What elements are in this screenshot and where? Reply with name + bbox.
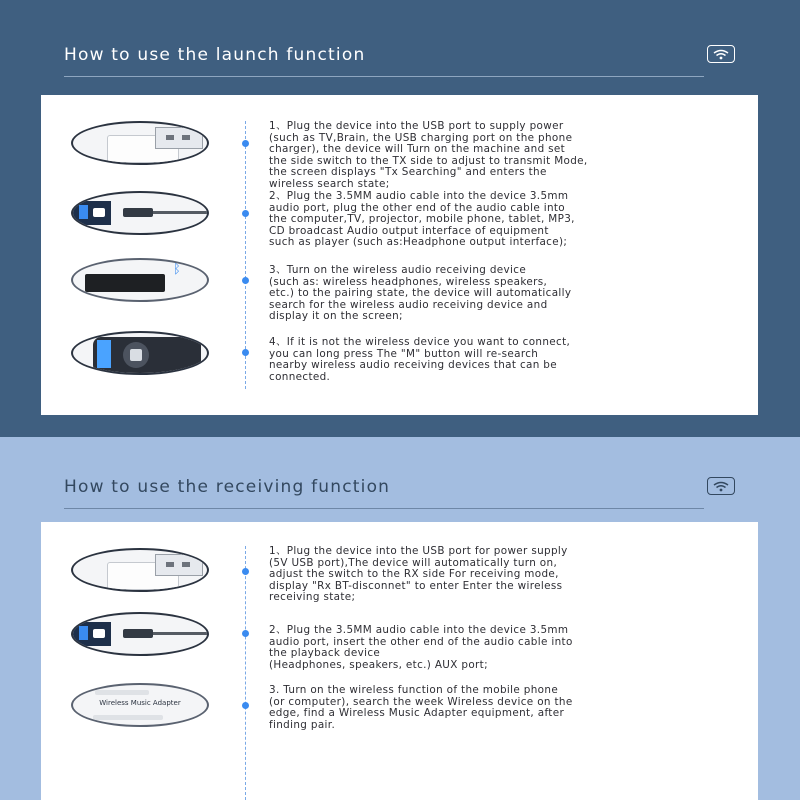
receiving-title: How to use the receiving function [64, 477, 391, 497]
launch-step-2: 2、Plug the 3.5MM audio cable into the device 3.5mm audio port, plug the other end of the audio cable into the computer,TV, projector, mobile phone, tablet, MP3, CD broadcast Audio output interface of equipment such as player (such as:Headphone output interface); [269, 190, 575, 249]
usb-device-image [71, 548, 209, 592]
receiving-card [41, 522, 758, 800]
timeline-dot [242, 702, 249, 709]
speaker-image [71, 258, 209, 302]
timeline-dot [242, 140, 249, 147]
receiving-step-2: 2、Plug the 3.5MM audio cable into the device 3.5mm audio port, insert the other end of the audio cable into the playback device (Headphones, speakers, etc.) AUX port; [269, 624, 573, 671]
launch-divider [64, 76, 704, 77]
wireless-adapter-image [71, 683, 209, 727]
launch-step-4: 4、If it is not the wireless device you want to connect, you can long press The "M" button will re-search nearby wireless audio receiving devices that can be connected. [269, 336, 571, 383]
launch-title: How to use the launch function [64, 45, 366, 65]
timeline-dot [242, 630, 249, 637]
timeline-line [245, 546, 247, 800]
timeline-dot [242, 349, 249, 356]
wifi-icon [707, 477, 735, 495]
receiving-step-3: 3. Turn on the wireless function of the mobile phone (or computer), search the week Wireless device on the edge, find a Wireless Music Adapter equipment, after finding pair. [269, 684, 573, 731]
receiving-divider [64, 508, 704, 509]
bluetooth-icon: ᛒ [173, 262, 181, 277]
device-remote-image [71, 331, 209, 375]
launch-card [41, 95, 758, 415]
adapter-label: Wireless Music Adapter [99, 699, 181, 707]
timeline-dot [242, 210, 249, 217]
launch-step-1: 1、Plug the device into the USB port to supply power (such as TV,Brain, the USB charging port on the phone charger), the device will Turn on the machine and set the side switch to the TX side to adjust to transmit Mode, the screen displays "Tx Searching" and enters the wireless search state; [269, 120, 588, 190]
audio-cable-image [71, 191, 209, 235]
timeline-dot [242, 568, 249, 575]
timeline-dot [242, 277, 249, 284]
wifi-icon [707, 45, 735, 63]
usb-device-image [71, 121, 209, 165]
receiving-step-1: 1、Plug the device into the USB port for power supply (5V USB port),The device will automatically turn on, adjust the switch to the RX side For receiving mode, display "Rx BT-disconnet" to enter Enter the wireless receiving state; [269, 545, 568, 604]
launch-step-3: 3、Turn on the wireless audio receiving device (such as: wireless headphones, wireless speakers, etc.) to the pairing state, the device will automatically search for the wireless audio receiving device and display it on the screen; [269, 264, 572, 323]
audio-cable-image [71, 612, 209, 656]
